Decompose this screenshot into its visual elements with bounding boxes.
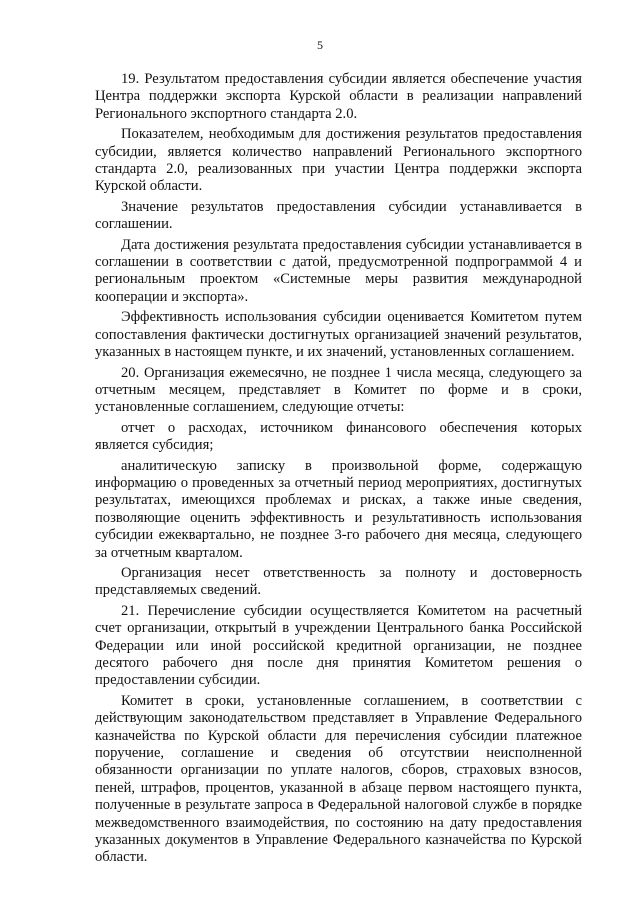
- paragraph: Эффективность использования субсидии оценивается Комитетом путем сопоставления фактически достигнутых организацией значений результатов, указанных в настоящем пункте, и их значений, установленных соглашением.: [95, 309, 582, 361]
- paragraph: 19. Результатом предоставления субсидии является обеспечение участия Центра поддержки экспорта Курской области в реализации направлений Регионального экспортного стандарта 2.0.: [95, 71, 582, 122]
- paragraph: аналитическую записку в произвольной форме, содержащую информацию о проведенных за отчетный период мероприятиях, достигнутых результатах, имеющихся проблемах и рисках, а также иные сведения, позволяющие оценить эффективность и результативность использования субсидии ежеквартально, не позднее 3-го рабочего дня месяца, следующего за отчетным кварталом.: [95, 457, 582, 561]
- paragraph: Показателем, необходимым для достижения результатов предоставления субсидии, является количество направлений Регионального экспортного стандарта 2.0, реализованных при участии Центра поддержки экспорта Курской области.: [95, 126, 582, 195]
- paragraph: Дата достижения результата предоставления субсидии устанавливается в соглашении в соответствии с датой, предусмотренной подпрограммой 4 и региональным проектом «Системные меры развития международной кооперации и экспорта».: [95, 236, 582, 305]
- paragraph: Значение результатов предоставления субсидии устанавливается в соглашении.: [95, 198, 582, 233]
- paragraph: 20. Организация ежемесячно, не позднее 1 числа месяца, следующего за отчетным месяцем, представляет в Комитет по форме и в сроки, установленные соглашением, следующие отчеты:: [95, 364, 582, 416]
- paragraph: Комитет в сроки, установленные соглашением, в соответствии с действующим законодательством представляет в Управление Федерального казначейства по Курской области для перечисления субсидии платежное поручение, соглашение и сведения об отсутствии неисполненной обязанности организации по уплате налогов, сборов, страховых взносов, пеней, штрафов, процентов, указанной в абзаце первом настоящего пункта, полученные в результате запроса в Федеральной налоговой службе в порядке межведомственного взаимодействия, по состоянию на дату предоставления указанных документов в Управление Федерального казначейства по Курской области.: [95, 692, 582, 866]
- paragraph: отчет о расходах, источником финансового обеспечения которых является субсидия;: [95, 419, 582, 454]
- page-number: 5: [317, 38, 323, 52]
- paragraph: 21. Перечисление субсидии осуществляется Комитетом на расчетный счет организации, открытый в учреждении Центрального банка Российской Федерации или иной российской кредитной организации, не позднее десятого рабочего дня после дня принятия Комитетом решения о предоставлении субсидии.: [95, 602, 582, 689]
- paragraph: Организация несет ответственность за полноту и достоверность представляемых сведений.: [95, 564, 582, 599]
